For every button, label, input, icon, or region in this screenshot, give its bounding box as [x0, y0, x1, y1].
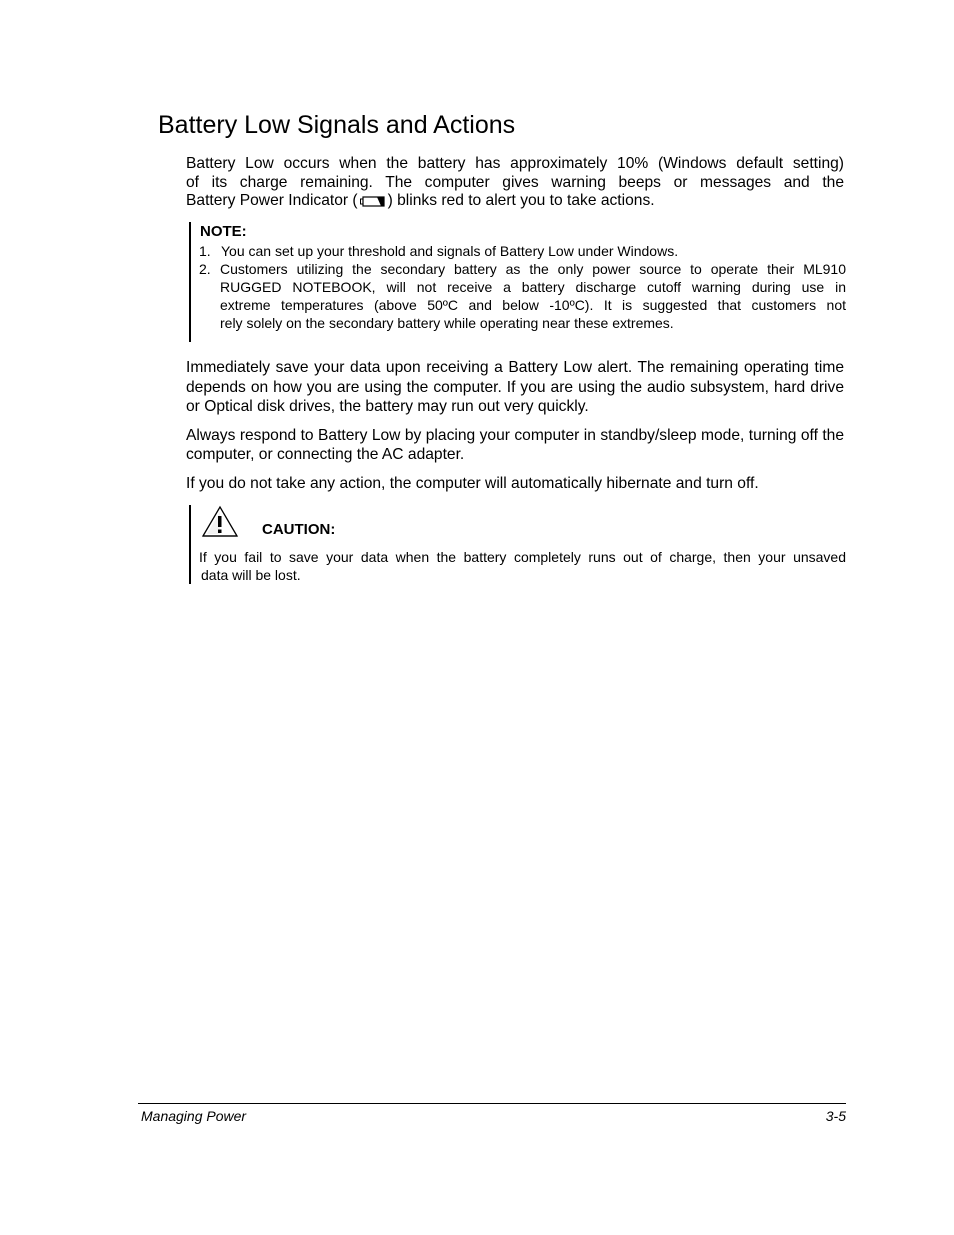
caution-callout	[189, 505, 846, 584]
footer-chapter-title: Managing Power	[141, 1108, 247, 1124]
intro-paragraph	[186, 155, 844, 211]
note-title: NOTE:	[200, 223, 247, 240]
caution-title: CAUTION:	[262, 521, 336, 538]
note-item-1	[199, 242, 846, 260]
intro-line-2: of its charge remaining. The computer gives warning beeps or messages and the	[186, 173, 844, 191]
note-item-line: extreme temperatures (above 50ºC and below -10ºC). It is suggested that customers not	[220, 297, 846, 313]
note-item-line: rely solely on the secondary battery while operating near these extremes.	[220, 315, 674, 331]
warning-triangle-icon	[199, 505, 241, 539]
intro-line-3-start: Battery Power Indicator (	[186, 192, 358, 209]
save-data-paragraph: Immediately save your data upon receiving a Battery Low alert. The remaining operating time depends on how you are using the computer. If you are using the audio subsystem, hard drive or Optical disk drives, the battery may run out very quickly.	[186, 359, 844, 415]
footer-page-number: 3-5	[825, 1108, 846, 1124]
note-item-line: Customers utilizing the secondary battery as the only power source to operate their ML910	[220, 261, 846, 277]
respond-paragraph: Always respond to Battery Low by placing your computer in standby/sleep mode, turning off the computer, or connecting the AC adapter.	[186, 427, 844, 463]
note-item-line: You can set up your threshold and signals of Battery Low under Windows.	[221, 243, 679, 259]
intro-line-3-end: ) blinks red to alert you to take actions.	[387, 192, 655, 209]
no-action-paragraph: If you do not take any action, the computer will automatically hibernate and turn off.	[186, 475, 759, 492]
battery-low-icon	[360, 194, 386, 208]
intro-line-1: Battery Low occurs when the battery has approximately 10% (Windows default setting)	[186, 155, 844, 172]
footer-divider	[138, 1103, 846, 1104]
note-item-2	[199, 260, 846, 332]
page-title: Battery Low Signals and Actions	[158, 111, 516, 139]
note-callout	[189, 222, 846, 342]
note-item-number: 2.	[199, 261, 211, 277]
caution-line-2: data will be lost.	[201, 567, 301, 583]
note-item-text	[221, 242, 846, 260]
caution-text	[199, 548, 846, 584]
note-item-number: 1.	[199, 243, 211, 259]
caution-line-1: If you fail to save your data when the battery completely runs out of charge, then your unsaved	[199, 549, 846, 565]
note-item-text	[220, 260, 846, 332]
note-item-line: RUGGED NOTEBOOK, will not receive a battery discharge cutoff warning during use in	[220, 279, 846, 295]
intro-line-3	[186, 192, 844, 211]
